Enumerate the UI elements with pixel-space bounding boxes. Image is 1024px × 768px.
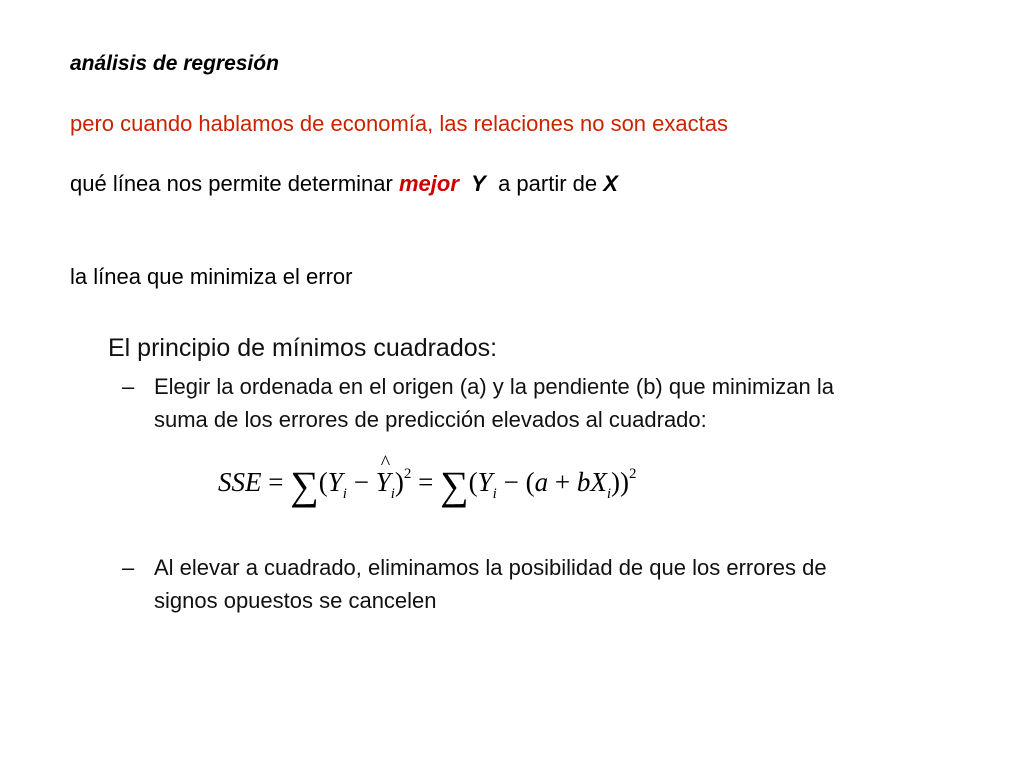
formula-y-2: Y (477, 467, 493, 497)
sse-formula (218, 463, 637, 508)
slide-title: análisis de regresión (70, 52, 279, 75)
formula-equals-2: = (418, 467, 434, 497)
formula-minus-2: − (503, 467, 519, 497)
formula-plus: + (554, 467, 571, 497)
principle-heading: El principio de mínimos cuadrados: (108, 334, 498, 362)
formula-sum-2: ∑ (440, 463, 469, 508)
bullet-2-line-1: Al elevar a cuadrado, eliminamos la posibilidad de que los errores de (154, 555, 827, 580)
answer-text: la línea que minimiza el error (70, 264, 353, 289)
question-middle: a partir de (498, 171, 598, 196)
question-text (70, 171, 618, 197)
formula-equals: = (268, 467, 284, 497)
formula-bx: bX (576, 467, 607, 497)
formula-close-1: ) (394, 467, 404, 497)
statement-text: pero cuando hablamos de economía, las relaciones no son exactas (70, 111, 728, 136)
bullet-1-text (154, 370, 834, 436)
formula-y-1: Y (327, 467, 343, 497)
formula-sq-2: 2 (628, 466, 637, 482)
question-prefix: qué línea nos permite determinar (70, 171, 393, 196)
formula-lhs: SSE (218, 467, 262, 497)
formula-open-1: ( (318, 467, 328, 497)
formula-sub-3: i (492, 486, 497, 502)
bullet-dash: – (122, 374, 135, 399)
formula-open-2: ( (468, 467, 478, 497)
bullet-2-text (154, 551, 827, 617)
bullet-1-line-1: Elegir la ordenada en el origen (a) y la pendiente (b) que minimizan la (154, 374, 834, 399)
bullet-dash: – (122, 555, 135, 580)
formula-y-hat: ^ Y (376, 467, 391, 498)
formula-sum-1: ∑ (290, 463, 319, 508)
formula-sub-1: i (342, 486, 347, 502)
formula-minus-1: − (353, 467, 369, 497)
formula-sub-2: i (390, 486, 395, 502)
formula-a: a (534, 467, 549, 497)
question-var-y: Y (471, 171, 486, 196)
bullet-2-line-2: signos opuestos se cancelen (154, 588, 437, 613)
formula-inner-close: )) (610, 467, 629, 497)
formula-sq-1: 2 (403, 466, 412, 482)
formula-sub-4: i (606, 486, 611, 502)
question-var-x: X (603, 171, 618, 196)
formula-inner-open: ( (525, 467, 535, 497)
question-highlight: mejor (398, 171, 459, 196)
bullet-1-line-2: suma de los errores de predicción elevados al cuadrado: (154, 407, 707, 432)
